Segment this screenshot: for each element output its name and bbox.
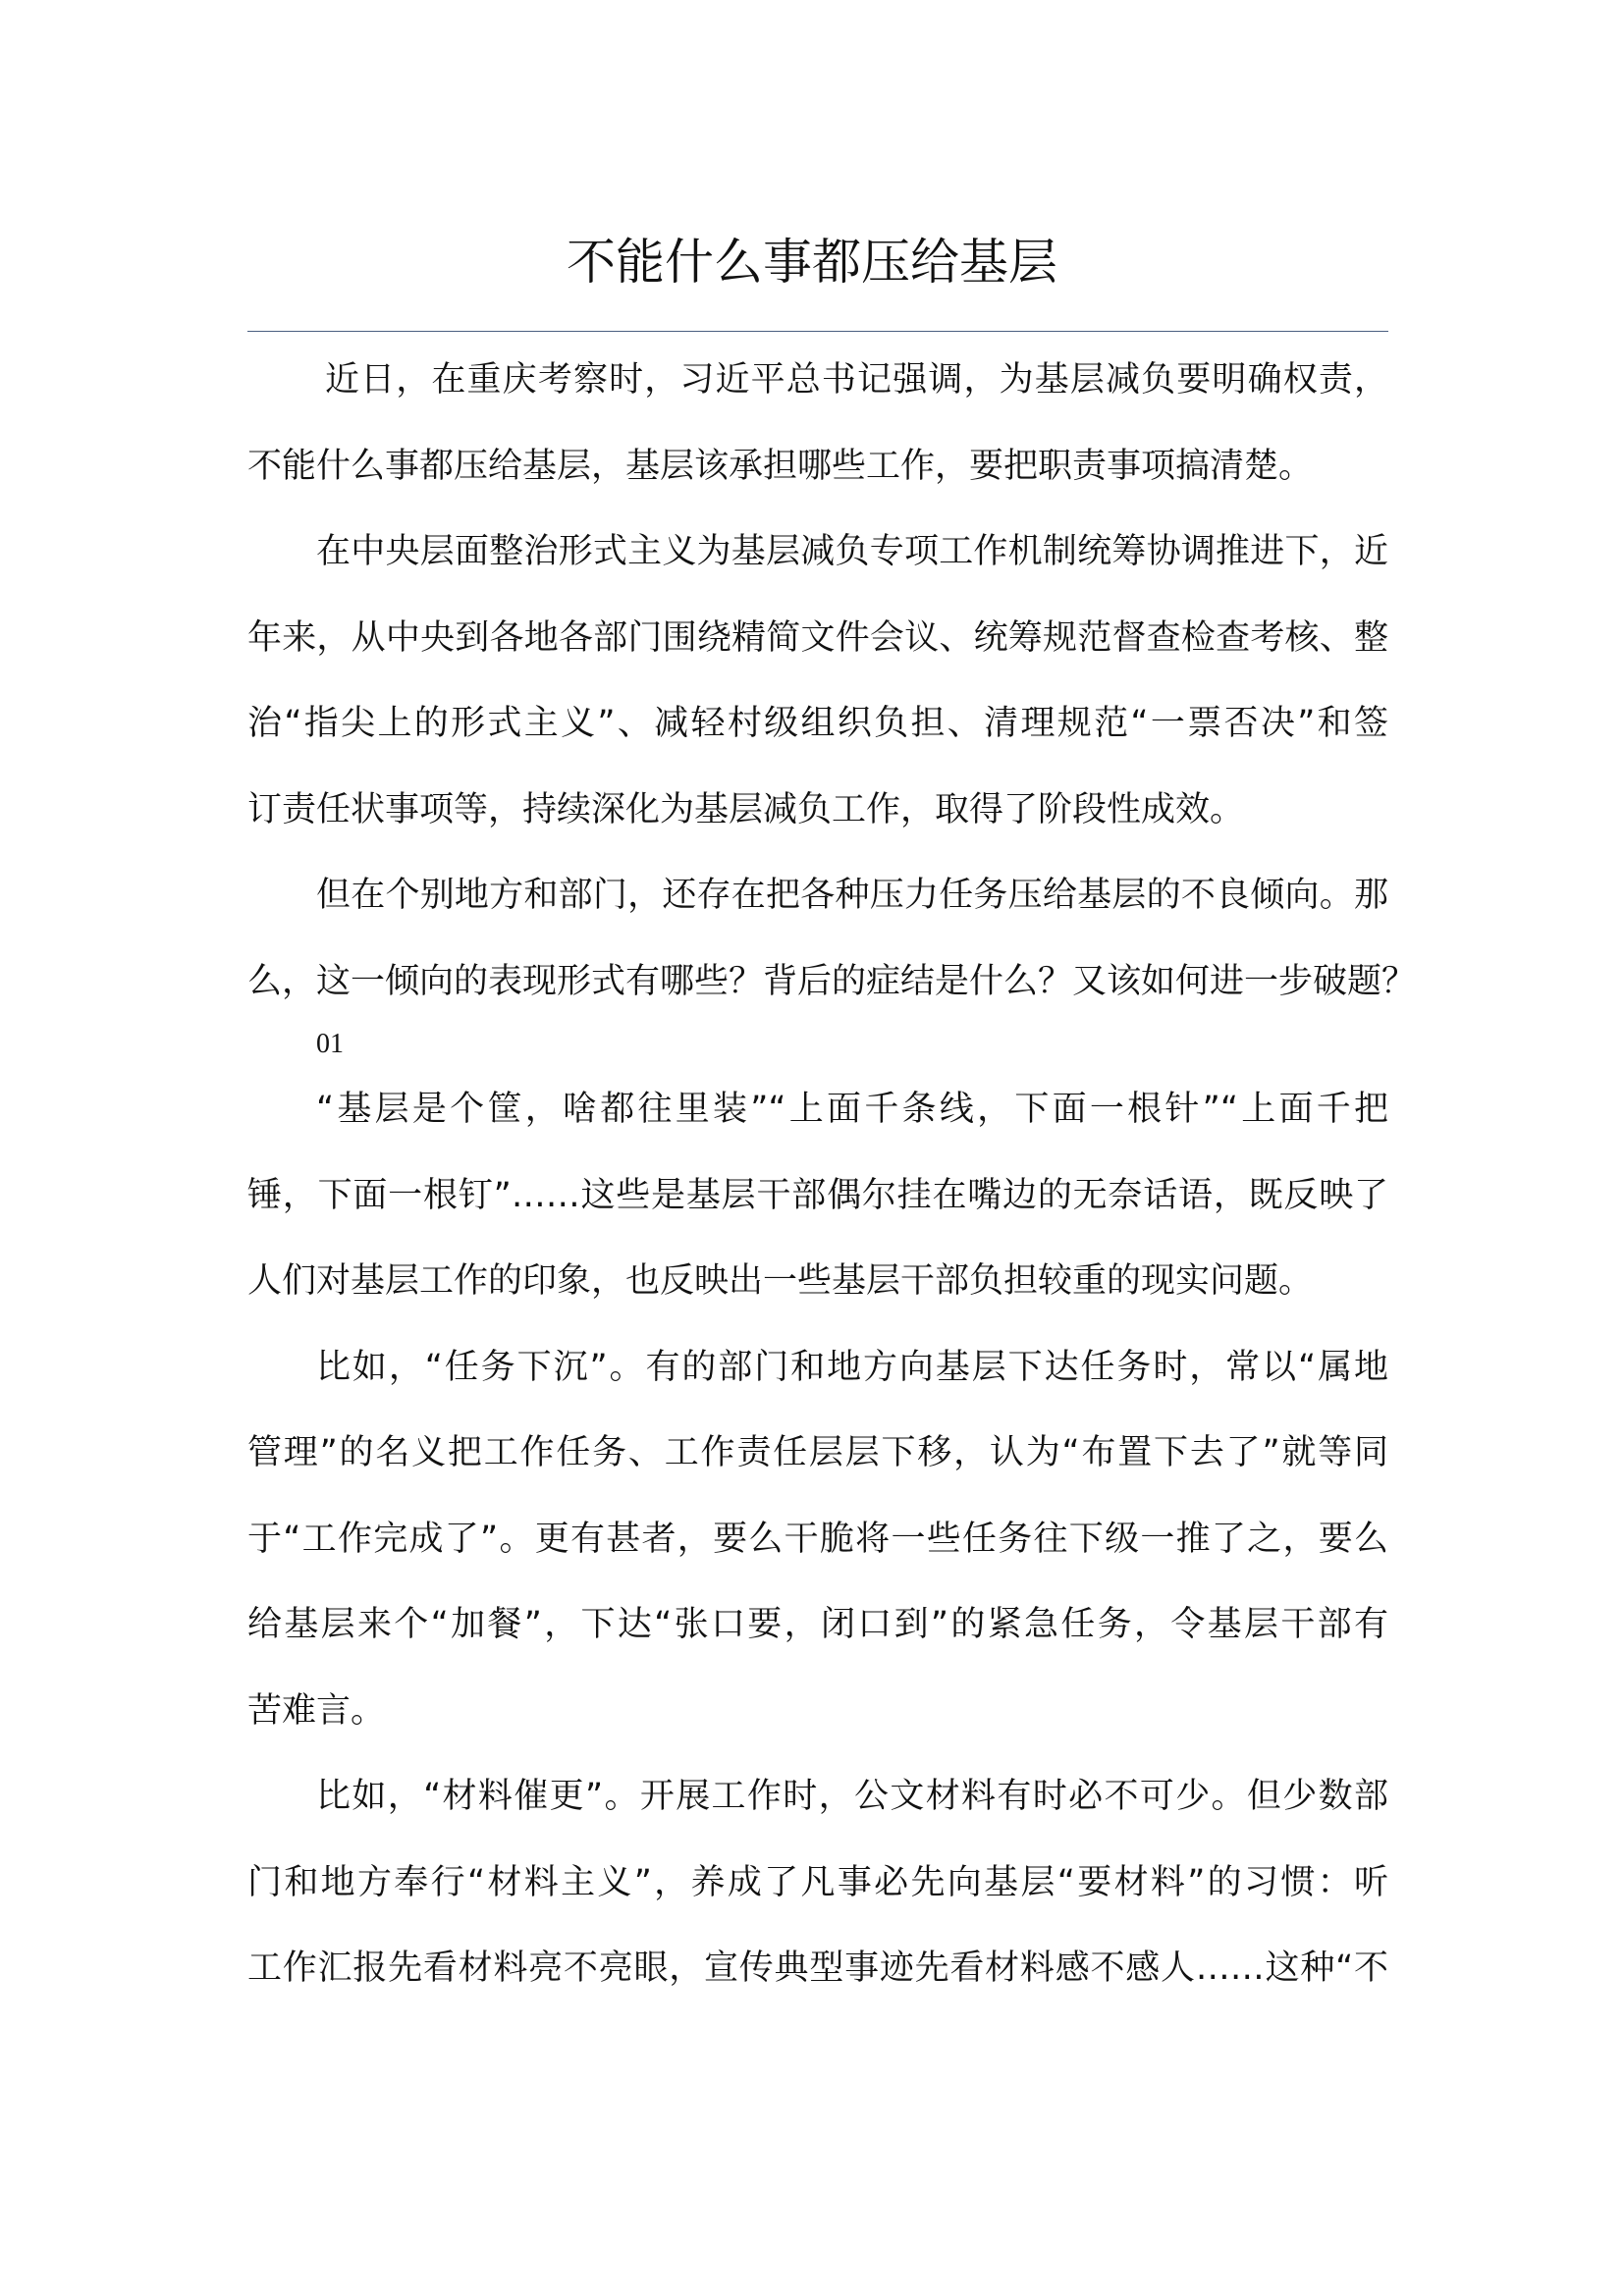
document-title: 不能什么事都压给基层: [567, 234, 1057, 291]
paragraph-line: 工作汇报先看材料亮不亮眼，宣传典型事迹先看材料感不感人……这种“不: [247, 1949, 1388, 1988]
paragraph-line: 么，这一倾向的表现形式有哪些？背后的症结是什么？又该如何进一步破题？: [247, 961, 1417, 1001]
paragraph-line: 于“工作完成了”。更有甚者，要么干脆将一些任务往下级一推了之，要么: [247, 1519, 1388, 1559]
paragraph-line: 但在个别地方和部门，还存在把各种压力任务压给基层的不良倾向。那: [316, 876, 1388, 915]
paragraph-line: 锤，下面一根钉”……这些是基层干部偶尔挂在嘴边的无奈话语，既反映了: [247, 1175, 1388, 1215]
paragraph-line: 不能什么事都压给基层，基层该承担哪些工作，要把职责事项搞清楚。: [247, 446, 1314, 486]
paragraph-line: “基层是个筐，啥都往里装”“上面千条线，下面一根针”“上面千把: [316, 1090, 1388, 1129]
paragraph-line: 管理”的名义把工作任务、工作责任层层下移，认为“布置下去了”就等同: [247, 1433, 1388, 1472]
paragraph-line: 给基层来个“加餐”，下达“张口要，闭口到”的紧急任务，令基层干部有: [247, 1605, 1388, 1644]
paragraph-line: 人们对基层工作的印象，也反映出一些基层干部负担较重的现实问题。: [247, 1261, 1314, 1301]
title-divider: [247, 331, 1388, 332]
paragraph-line: 治“指尖上的形式主义”、减轻村级组织负担、清理规范“一票否决”和签: [247, 704, 1388, 743]
paragraph-line: 比如，“材料催更”。开展工作时，公文材料有时必不可少。但少数部: [316, 1777, 1388, 1816]
article-body: [247, 338, 1417, 2012]
paragraph-line: 比如，“任务下沉”。有的部门和地方向基层下达任务时，常以“属地: [316, 1347, 1388, 1387]
paragraph-line: 门和地方奉行“材料主义”，养成了凡事必先向基层“要材料”的习惯：听: [247, 1862, 1388, 1902]
paragraph-line: 年来，从中央到各地各部门围绕精简文件会议、统筹规范督查检查考核、整: [247, 617, 1388, 658]
paragraph-line: 订责任状事项等，持续深化为基层减负工作，取得了阶段性成效。: [247, 789, 1245, 829]
paragraph-line: 近日，在重庆考察时，习近平总书记强调，为基层减负要明确权责，: [325, 360, 1388, 400]
paragraph-line: 在中央层面整治形式主义为基层减负专项工作机制统筹协调推进下，近: [316, 532, 1388, 571]
paragraph-line: 苦难言。: [247, 1690, 386, 1731]
section-number: 01: [316, 1029, 344, 1059]
